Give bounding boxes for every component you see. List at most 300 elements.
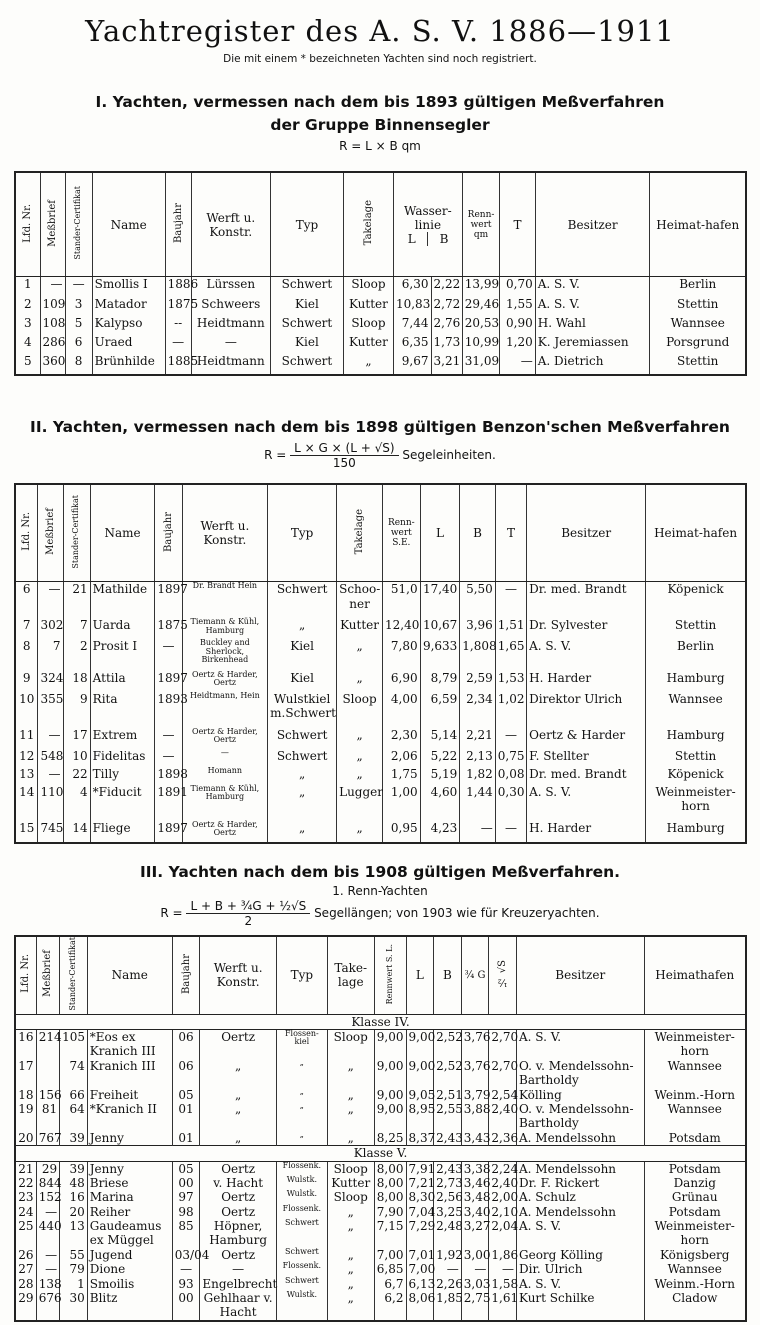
table-cell: H. Wahl [535, 316, 650, 335]
table-row [15, 1190, 746, 1204]
table-cell: 0,08 [495, 767, 526, 785]
table-cell: Reiher [87, 1205, 172, 1219]
table-row [15, 821, 746, 843]
table-cell: Heidtmann, Hein [182, 692, 268, 728]
table-cell: 79 [60, 1262, 88, 1276]
table-row [15, 1059, 746, 1088]
table-cell: 17,40 [420, 582, 460, 619]
header-heimathafen: Heimat-hafen [650, 172, 746, 277]
table-cell: 17 [18, 1058, 34, 1073]
table-cell: 39 [60, 1161, 88, 1176]
table-cell: 1,85 [434, 1291, 462, 1321]
table-cell: „ [327, 1102, 374, 1131]
header-messbrief: Meßbrief [38, 484, 63, 582]
table-cell: 28 [18, 1276, 34, 1291]
header-messbrief: Meßbrief [40, 172, 65, 277]
table-cell: 7 [22, 618, 31, 633]
header-three-quarter-g: ¾ G [461, 936, 489, 1014]
header-takelage: Takelage [337, 484, 383, 582]
table-cell: 2 [23, 296, 32, 311]
header-b: B [427, 232, 459, 246]
table-cell: „ [327, 1059, 374, 1088]
table-row [15, 1131, 746, 1146]
table-cell: Berlin [646, 639, 746, 670]
table-cell: 9,67 [393, 354, 431, 375]
table-cell: 767 [36, 1131, 59, 1146]
table-cell: Schwert [276, 1277, 327, 1291]
table-row [15, 671, 746, 692]
header-t: T [495, 484, 526, 582]
table-cell: Flossenk. [276, 1205, 327, 1219]
table-cell: 1,92 [434, 1248, 462, 1262]
header-lfd-nr: Lfd. Nr. [15, 172, 40, 277]
table-cell: „ [337, 749, 383, 767]
table-cell: 15 [19, 820, 35, 835]
table-row [15, 1161, 746, 1176]
table-cell: 1 [23, 277, 32, 292]
section1-formula: R = L × B qm [339, 139, 421, 153]
table-cell: 1891 [155, 785, 182, 821]
table-cell: Flossen-kiel [276, 1030, 327, 1059]
table-cell: 7,91 [406, 1161, 434, 1176]
section2-formula-den: 150 [332, 456, 356, 470]
table-cell: „ [327, 1219, 374, 1248]
table-cell: *Kranich II [87, 1102, 172, 1131]
table-cell: 302 [38, 618, 63, 639]
table-cell: 1,65 [495, 639, 526, 670]
table-cell: 109 [40, 297, 65, 316]
table-cell: 39 [60, 1131, 88, 1146]
table-cell: Wannsee [646, 692, 746, 728]
table-cell: „ [200, 1059, 277, 1088]
table-cell: 1,61 [489, 1291, 517, 1321]
table-cell: 5,14 [420, 728, 460, 749]
section2-table [14, 483, 747, 844]
section2-formula-lhs: R = [264, 448, 287, 462]
table-cell: Weinmeister-horn [644, 1030, 746, 1059]
table-cell: A. Mendelssohn [517, 1161, 645, 1176]
table-cell: 2,72 [431, 297, 462, 316]
table-cell: Kalypso [92, 316, 165, 335]
table-cell: 6,35 [393, 335, 431, 354]
header-heimathafen: Heimat-hafen [646, 484, 746, 582]
section3-formula [0, 899, 760, 928]
table-cell: Oertz [200, 1161, 277, 1176]
table-cell: Uarda [90, 618, 155, 639]
header-werft: Werft u. Konstr. [182, 484, 268, 582]
table-cell: 2,43 [434, 1161, 462, 1176]
table-cell: — [434, 1262, 462, 1276]
table-cell: 13,99 [462, 277, 500, 297]
table-cell: Sloop [337, 692, 383, 728]
table-row [15, 1176, 746, 1190]
table-cell: v. Hacht [200, 1176, 277, 1190]
table-cell: 1,44 [460, 785, 496, 821]
table-cell: 6,59 [420, 692, 460, 728]
table-cell: 01 [172, 1102, 200, 1131]
table-cell: „ [337, 728, 383, 749]
table-cell: 1,73 [431, 335, 462, 354]
table-cell: 4 [23, 335, 32, 350]
table-cell: 2 [63, 639, 90, 670]
table-cell: 6 [22, 582, 31, 597]
table-cell: Direktor Ulrich [527, 692, 646, 728]
table-cell: Königsberg [644, 1248, 746, 1262]
header-rennwert: Rennwert S. L. [374, 936, 406, 1014]
table-cell: Weinm.-Horn [644, 1277, 746, 1291]
table-cell: Kiel [268, 671, 337, 692]
table-row [15, 1205, 746, 1219]
table-row [15, 582, 746, 619]
table-cell: 6 [65, 335, 92, 354]
table-cell: Smollis I [92, 277, 165, 297]
table-cell: 74 [60, 1059, 88, 1088]
table-cell: 1,20 [500, 335, 535, 354]
table-cell: 21 [18, 1161, 34, 1176]
table-cell: Wannsee [650, 316, 746, 335]
table-cell: 06 [172, 1059, 200, 1088]
header-heimathafen: Heimathafen [644, 936, 746, 1014]
table-cell: 03/04 [172, 1248, 200, 1262]
table-cell: 7 [63, 618, 90, 639]
table-cell: „ [268, 821, 337, 843]
header-b: B [434, 936, 462, 1014]
table-cell: 3,25 [434, 1205, 462, 1219]
table-cell: 2,21 [460, 728, 496, 749]
header-messbrief: Meßbrief [36, 936, 59, 1014]
table-cell: 2,34 [460, 692, 496, 728]
table-cell: 13 [19, 766, 35, 781]
table-cell: 0,95 [383, 821, 421, 843]
table-cell: 9,05 [406, 1088, 434, 1102]
table-cell: -- [165, 316, 191, 335]
table-cell: 7,04 [406, 1205, 434, 1219]
table-cell: 0,30 [495, 785, 526, 821]
table-cell: 1,75 [383, 767, 421, 785]
table-cell: 1,808 [460, 639, 496, 670]
table-cell: Weinmeister-horn [644, 1219, 746, 1248]
table-cell: 11 [19, 727, 35, 742]
table-cell: „ [200, 1088, 277, 1102]
table-cell: Danzig [644, 1176, 746, 1190]
table-cell: 3,40 [461, 1205, 489, 1219]
table-cell: 18 [63, 671, 90, 692]
table-cell: „ [268, 785, 337, 821]
table-cell: Dir. Ulrich [517, 1262, 645, 1276]
table-cell: 1897 [155, 821, 182, 843]
table-cell: 2,70 [489, 1059, 517, 1088]
table-cell: Sloop [343, 316, 393, 335]
table-cell: Wulstk. [276, 1291, 327, 1321]
table-cell: H. Harder [527, 671, 646, 692]
header-baujahr: Baujahr [172, 936, 200, 1014]
table-cell: 3,76 [461, 1030, 489, 1059]
table-cell: A. S. V. [517, 1030, 645, 1059]
table-cell: 152 [36, 1190, 59, 1204]
table-cell: 3,88 [461, 1102, 489, 1131]
table-cell: Matador [92, 297, 165, 316]
table-cell: 9,00 [374, 1059, 406, 1088]
table-cell: 3,79 [461, 1088, 489, 1102]
table-row [15, 1277, 746, 1291]
table-cell: 2,40 [489, 1102, 517, 1131]
table-cell: 2,48 [434, 1219, 462, 1248]
section3-heading: III. Yachten nach dem bis 1908 gültigen Meßverfahren. [139, 863, 621, 881]
table-cell: Oertz [200, 1248, 277, 1262]
table-cell: „ [327, 1262, 374, 1276]
table-cell: 3,96 [460, 618, 496, 639]
table-cell: 21 [63, 582, 90, 619]
table-cell: Oertz & Harder, Oertz [182, 671, 268, 692]
header-t: T [500, 172, 535, 277]
table-cell: Dr. Brandt Hein [182, 582, 268, 619]
table-row [15, 1030, 746, 1059]
table-cell: 23 [18, 1190, 34, 1205]
table-cell: „ [327, 1248, 374, 1262]
table-cell: — [182, 749, 268, 767]
table-cell: Sloop [343, 277, 393, 297]
table-cell: A. S. V. [527, 639, 646, 670]
table-cell: Schwert [268, 728, 337, 749]
header-takelage: Takelage [343, 172, 393, 277]
table-cell: 2,76 [431, 316, 462, 335]
header-werft: Werft u. Konstr. [200, 936, 277, 1014]
header-half-root-s: ½ √S [489, 936, 517, 1014]
table-cell: 1,00 [383, 785, 421, 821]
table-cell: 3,76 [461, 1059, 489, 1088]
table-cell: — [500, 354, 535, 375]
table-cell: 2,52 [434, 1059, 462, 1088]
table-cell: 9 [63, 692, 90, 728]
table-cell: Mathilde [90, 582, 155, 619]
table-cell: Lürssen [191, 277, 270, 297]
table-cell: Oertz & Harder, Oertz [182, 728, 268, 749]
table-cell: Kranich III [87, 1059, 172, 1088]
table-cell: — [165, 335, 191, 354]
table-row [15, 618, 746, 639]
table-cell: 13 [60, 1219, 88, 1248]
table-cell: — [460, 821, 496, 843]
table-cell: Jenny [87, 1161, 172, 1176]
table-cell: Wannsee [644, 1102, 746, 1131]
header-werft: Werft u. Konstr. [191, 172, 270, 277]
section2-formula-num: L × G × (L + √S) [290, 441, 398, 456]
table-cell: Berlin [650, 277, 746, 297]
table-cell: Heidtmann [191, 354, 270, 375]
table-row [15, 316, 746, 335]
table-cell: 7,90 [374, 1205, 406, 1219]
table-cell: 12,40 [383, 618, 421, 639]
header-besitzer: Besitzer [527, 484, 646, 582]
table-cell: 1,55 [500, 297, 535, 316]
table-cell: „ [327, 1277, 374, 1291]
table-cell: 1,86 [489, 1248, 517, 1262]
table-cell: Kiel [268, 639, 337, 670]
table-cell: Potsdam [644, 1131, 746, 1146]
table-cell: 9 [22, 670, 31, 685]
table-cell: 1897 [155, 582, 182, 619]
table-cell: Kutter [343, 297, 393, 316]
section2-heading: II. Yachten, vermessen nach dem bis 1898 gültigen Benzon'schen Meßverfahren [30, 418, 730, 436]
table-cell: 30 [60, 1291, 88, 1321]
table-cell: Höpner, Hamburg [200, 1219, 277, 1248]
table-cell: 17 [63, 728, 90, 749]
table-row [15, 1219, 746, 1248]
table-cell: Weinm.-Horn [644, 1088, 746, 1102]
table-cell: 6,85 [374, 1262, 406, 1276]
table-row [15, 277, 746, 297]
table-cell: 3 [23, 315, 32, 330]
table-cell: Grünau [644, 1190, 746, 1204]
table-cell: Wannsee [644, 1059, 746, 1088]
table-cell: „ [200, 1102, 277, 1131]
table-cell: Flossenk. [276, 1262, 327, 1276]
table-cell: 20 [18, 1130, 34, 1145]
table-cell: 27 [18, 1262, 34, 1277]
table-cell: 7,01 [406, 1248, 434, 1262]
table-row [15, 1291, 746, 1321]
table-cell: 4,00 [383, 692, 421, 728]
table-cell: 324 [38, 671, 63, 692]
table-cell: 1,02 [495, 692, 526, 728]
table-cell: Hamburg [646, 671, 746, 692]
table-cell: — [36, 1248, 59, 1262]
table-cell: Jenny [87, 1131, 172, 1146]
table-cell: „ [337, 767, 383, 785]
header-name: Name [87, 936, 172, 1014]
table-cell: Dr. Sylvester [527, 618, 646, 639]
table-cell: 10 [63, 749, 90, 767]
table-cell: 105 [60, 1030, 88, 1059]
table-cell: F. Stellter [527, 749, 646, 767]
table-cell: 8,30 [406, 1190, 434, 1204]
table-cell: *Eos ex Kranich III [87, 1030, 172, 1059]
table-cell: 2,51 [434, 1088, 462, 1102]
table-cell: 9,00 [374, 1102, 406, 1131]
table-cell: — [495, 821, 526, 843]
header-rennwert: Renn-wert qm [462, 172, 500, 277]
table-cell: 1 [60, 1277, 88, 1291]
table-cell: 16 [18, 1030, 34, 1045]
table-cell: A. S. V. [527, 785, 646, 821]
table-cell: 12 [19, 748, 35, 763]
table-cell: Wulstk. [276, 1176, 327, 1190]
table-cell: Kutter [343, 335, 393, 354]
table-cell: 8,00 [374, 1161, 406, 1176]
table-cell: 26 [18, 1247, 34, 1262]
table-cell: 844 [36, 1176, 59, 1190]
table-cell: — [495, 728, 526, 749]
table-cell: Heidtmann [191, 316, 270, 335]
table-cell: 5,22 [420, 749, 460, 767]
table-cell: Marina [87, 1190, 172, 1204]
table-cell: 6,90 [383, 671, 421, 692]
table-cell: 5,19 [420, 767, 460, 785]
table-cell: 20,53 [462, 316, 500, 335]
table-cell: Sloop [327, 1030, 374, 1059]
table-cell: Dr. med. Brandt [527, 767, 646, 785]
table-row [15, 354, 746, 375]
table-cell: Kurt Schilke [517, 1291, 645, 1321]
header-lfd-nr: Lfd. Nr. [15, 936, 36, 1014]
table-cell: 1898 [155, 767, 182, 785]
table-cell: 7,80 [383, 639, 421, 670]
section2-formula-rhs: Segeleinheiten. [402, 448, 496, 462]
table-cell: 9,00 [406, 1030, 434, 1059]
table-cell: 286 [40, 335, 65, 354]
table-cell: Kutter [337, 618, 383, 639]
table-cell: Schweers [191, 297, 270, 316]
table-cell: 55 [60, 1248, 88, 1262]
table-cell: 20 [60, 1205, 88, 1219]
table-cell: „ [276, 1131, 327, 1146]
table-row [15, 1262, 746, 1276]
table-cell: 81 [36, 1102, 59, 1131]
table-cell: — [155, 639, 182, 670]
header-l: L [420, 484, 460, 582]
table-cell: 14 [19, 784, 35, 799]
table-cell: Oertz [200, 1205, 277, 1219]
table-cell: 0,75 [495, 749, 526, 767]
table-cell: 10,67 [420, 618, 460, 639]
table-cell: 9,00 [406, 1059, 434, 1088]
table-cell: Köpenick [646, 767, 746, 785]
table-cell: — [38, 767, 63, 785]
table-cell: — [36, 1205, 59, 1219]
table-cell: 2,75 [461, 1291, 489, 1321]
table-cell: Schwert [270, 277, 343, 297]
section3-table [14, 935, 747, 1322]
table-cell: Tiemann & Kühl, Hamburg [182, 785, 268, 821]
table-cell: 7,00 [374, 1248, 406, 1262]
table-cell: 548 [38, 749, 63, 767]
table-cell: „ [337, 639, 383, 670]
table-cell: 8,79 [420, 671, 460, 692]
table-cell: „ [327, 1131, 374, 1146]
header-besitzer: Besitzer [517, 936, 645, 1014]
section3-formula-fraction [186, 899, 310, 928]
table-cell: 0,90 [500, 316, 535, 335]
table-cell: „ [276, 1102, 327, 1131]
table-cell: 24 [18, 1204, 34, 1219]
header-baujahr: Baujahr [165, 172, 191, 277]
table-cell: 2,36 [489, 1131, 517, 1146]
table-cell: Dr. F. Rickert [517, 1176, 645, 1190]
table-cell: 14 [63, 821, 90, 843]
table-cell: 7,44 [393, 316, 431, 335]
table-row [15, 297, 746, 316]
table-cell: O. v. Mendelssohn-Bartholdy [517, 1102, 645, 1131]
table-cell: — [38, 728, 63, 749]
table-row [15, 692, 746, 728]
table-cell: 05 [172, 1088, 200, 1102]
table-cell: 97 [172, 1190, 200, 1204]
table-cell: 29 [36, 1161, 59, 1176]
table-cell: 2,30 [383, 728, 421, 749]
table-cell: 00 [172, 1176, 200, 1190]
table-cell: Stettin [646, 749, 746, 767]
table-cell: 7,00 [406, 1262, 434, 1276]
table-cell: „ [200, 1131, 277, 1146]
table-cell: 3,03 [461, 1277, 489, 1291]
table-cell: „ [327, 1291, 374, 1321]
header-rennwert: Renn-wert S.E. [383, 484, 421, 582]
table-cell: „ [337, 671, 383, 692]
table-cell: 7,15 [374, 1219, 406, 1248]
table-cell: 7,29 [406, 1219, 434, 1248]
table-cell: 1,53 [495, 671, 526, 692]
table-cell: Weinmeister-horn [646, 785, 746, 821]
